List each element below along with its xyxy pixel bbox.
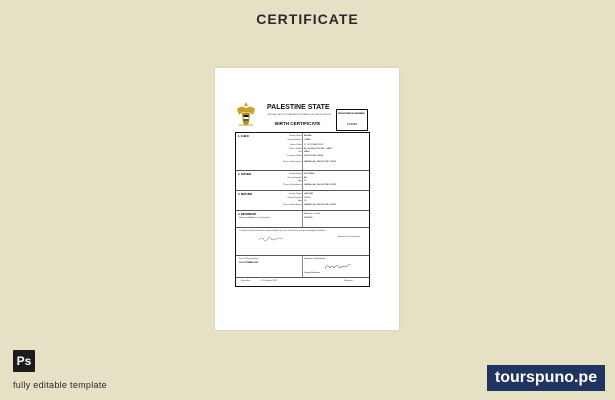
registration-label: REGISTRATION NUMBER xyxy=(338,113,365,115)
field-value: AHMAD xyxy=(304,135,312,137)
footer-date: 18 October 2021 xyxy=(261,280,278,282)
field-label: Given Name(s) xyxy=(287,176,302,179)
field-label: Sex xyxy=(298,151,302,153)
field-label: Place of Birth xyxy=(288,147,302,150)
certificate-page xyxy=(215,68,399,330)
field-label: Given Name(s) xyxy=(287,196,302,199)
eagle-emblem-icon xyxy=(235,99,257,129)
declaration-text: I certify that the particulars entered above are true to the best of my knowledge and belief xyxy=(239,230,326,232)
registration-date: 18 OCTOBER 2021 xyxy=(239,261,259,264)
relation-label: Relation to child xyxy=(304,213,320,215)
footer-right: Registrar xyxy=(344,280,353,282)
field-label: Given Name(s) xyxy=(287,138,302,141)
brand-logo[interactable]: tourspuno.pe xyxy=(487,365,605,391)
document-subtitle: OFFICIAL VALID IN TRANSMISSION AND FOR CERTIFICATION xyxy=(267,114,332,116)
field-value: 35 xyxy=(304,180,307,182)
field-value: LEILA xyxy=(304,196,310,199)
field-value: HASSAN xyxy=(304,193,313,195)
photoshop-icon: Ps xyxy=(13,350,35,372)
field-label: Country of Birth xyxy=(286,154,302,157)
informant-signature-icon xyxy=(258,235,284,243)
informant-name-label: Name and Address of Informant xyxy=(239,216,270,219)
mother-section xyxy=(236,191,369,211)
page-title: CERTIFICATE xyxy=(256,11,359,27)
field-value: 17 OCTOBER 2021 xyxy=(304,144,324,146)
informant-signature-label: Signature of Informant xyxy=(338,236,360,238)
field-label: Place of Residence xyxy=(283,184,302,186)
declaration-section xyxy=(236,228,369,256)
field-value: PALESTINE STATE xyxy=(304,154,324,157)
field-value: MUSTAFA xyxy=(304,173,315,175)
footer-row xyxy=(236,278,369,286)
field-label: Place of Residence xyxy=(283,204,302,206)
registrar-signature-icon xyxy=(324,262,352,271)
registration-section xyxy=(236,256,369,278)
field-label: Family Name xyxy=(289,193,302,195)
footer-left: Ramallah xyxy=(241,280,251,282)
field-label: Age xyxy=(298,180,302,182)
field-label: Family Name xyxy=(289,173,302,175)
registration-box xyxy=(336,109,368,131)
deputy-registrar-label: Deputy Registrar xyxy=(304,272,321,274)
section-label: 3. MOTHER xyxy=(238,193,253,196)
registrar-signature-label: Signature of Registrar xyxy=(304,258,326,260)
section-label: 4. INFORMANT xyxy=(238,213,257,216)
section-label: 2. FATHER xyxy=(238,173,252,176)
registration-number: 123456 xyxy=(346,122,357,126)
field-value: RAMALLAH, PALESTINE STATE xyxy=(304,184,337,186)
field-label: Place of Residence xyxy=(283,161,302,163)
field-value: 32 xyxy=(304,200,307,202)
field-value: OMAR xyxy=(304,138,311,141)
field-value: RAMALLAH, PALESTINE STATE xyxy=(304,204,337,206)
field-value: AL SHIFA HOSPITAL, GAZA xyxy=(304,147,332,150)
field-value: RAMALLAH, PALESTINE STATE xyxy=(304,161,337,163)
relation-value: FATHER xyxy=(304,216,313,219)
certificate-form xyxy=(235,132,370,287)
registration-date-label: Date of Registration xyxy=(239,258,259,260)
field-value: MALE xyxy=(304,151,310,153)
field-label: Family Name xyxy=(289,135,302,137)
child-section xyxy=(236,133,369,171)
field-value: ALI xyxy=(304,176,308,179)
father-section xyxy=(236,171,369,191)
field-label: Date of Birth xyxy=(289,144,302,146)
section-label: 1. CHILD xyxy=(238,135,249,138)
country-title: PALESTINE STATE xyxy=(267,104,330,111)
certificate-type: BIRTH CERTIFICATE xyxy=(275,121,321,126)
informant-section xyxy=(236,211,369,228)
editable-note: fully editable template xyxy=(13,380,107,390)
field-label: Age xyxy=(298,200,302,202)
